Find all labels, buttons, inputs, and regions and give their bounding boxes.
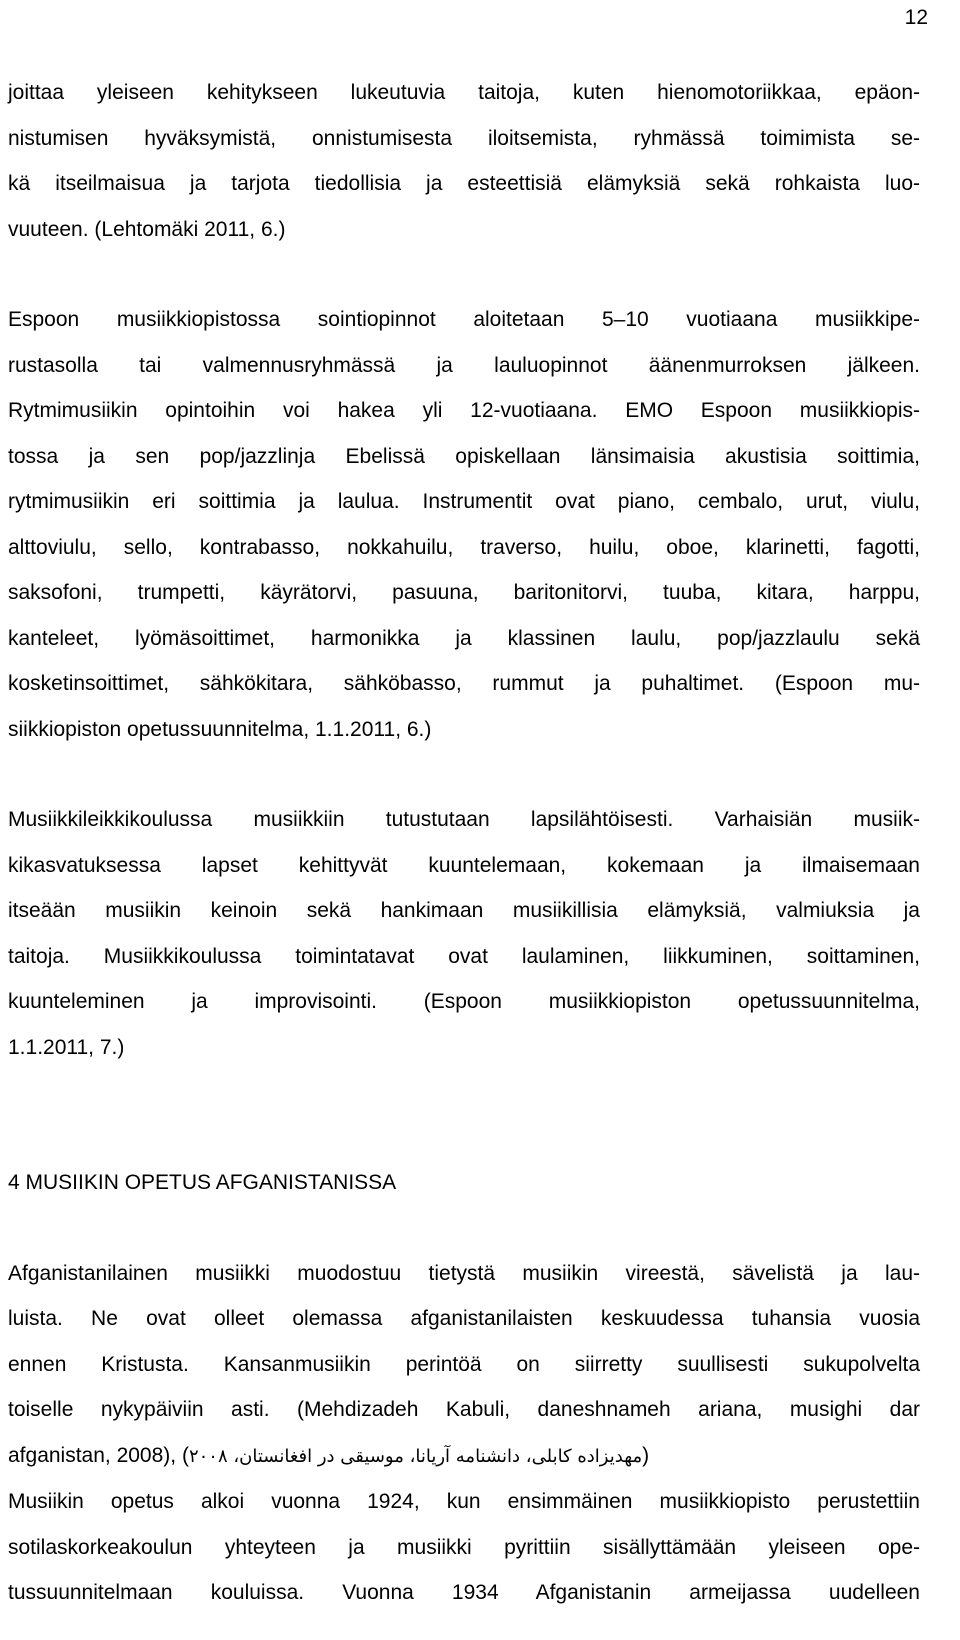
paragraph-2 — [8, 297, 920, 752]
text-line: Musiikin opetus alkoi vuonna 1924, kun ensimmäinen musiikkiopisto perustettiin — [8, 1490, 920, 1513]
text-line: itseään musiikin keinoin sekä hankimaan musiikillisia elämyksiä, valmiuksia ja — [8, 899, 920, 922]
text-line: joittaa yleiseen kehitykseen lukeutuvia taitoja, kuten hienomotoriikkaa, epäon- — [8, 81, 920, 104]
text-line: kikasvatuksessa lapset kehittyvät kuuntelemaan, kokemaan ja ilmaisemaan — [8, 853, 920, 877]
text-line: nistumisen hyväksymistä, onnistumisesta iloitsemista, ryhmässä toimimista se- — [8, 126, 920, 150]
text-line: toiselle nykypäiviin asti. (Mehdizadeh Kabuli, daneshnameh ariana, musighi dar — [8, 1398, 920, 1421]
text-line: taitoja. Musiikkikoulussa toimintatavat ovat laulaminen, liikkuminen, soittaminen, — [8, 944, 920, 968]
text-line: tossa ja sen pop/jazzlinja Ebelissä opiskellaan länsimaisia akustisia soittimia, — [8, 444, 920, 468]
text-line: rustasolla tai valmennusryhmässä ja lauluopinnot äänenmurroksen jälkeen. — [8, 353, 920, 377]
text-line: ennen Kristusta. Kansanmusiikin perintöä on siirretty suullisesti sukupolvelta — [8, 1352, 920, 1376]
text-line: Afganistanilainen musiikki muodostuu tietystä musiikin vireestä, sävelistä ja lau- — [8, 1261, 920, 1285]
citation-suffix: ) — [642, 1443, 650, 1467]
text-line: luista. Ne ovat olleet olemassa afganistanilaisten keskuudessa tuhansia vuosia — [8, 1307, 920, 1330]
text-line: sotilaskorkeakoulun yhteyteen ja musiikki pyrittiin sisällyttämään yleiseen ope- — [8, 1535, 920, 1559]
paragraph-4 — [8, 1251, 920, 1480]
citation-line — [8, 1433, 920, 1480]
text-line: vuuteen. (Lehtomäki 2011, 6.) — [8, 217, 286, 241]
paragraph-3 — [8, 797, 920, 1070]
text-line: kuunteleminen ja improvisointi. (Espoon musiikkiopiston opetussuunnitelma, — [8, 990, 920, 1013]
text-line: kä itseilmaisua ja tarjota tiedollisia ja esteettisiä elämyksiä sekä rohkaista luo- — [8, 172, 920, 195]
text-line: siikkiopiston opetussuunnitelma, 1.1.2011, 6.) — [8, 717, 432, 741]
text-line: kosketinsoittimet, sähkökitara, sähköbasso, rummut ja puhaltimet. (Espoon mu- — [8, 672, 920, 695]
citation-persian: مهدیزاده کابلی، دانشنامه آریانا، موسیقی در افغانستان، ۲۰۰۸ — [188, 1445, 643, 1467]
text-line: saksofoni, trumpetti, käyrätorvi, pasuuna, baritonitorvi, tuuba, kitara, harppu, — [8, 581, 920, 604]
text-line: Musiikkileikkikoulussa musiikkiin tutustutaan lapsilähtöisesti. Varhaisiän musiik- — [8, 808, 920, 831]
text-line: tussuunnitelmaan kouluissa. Vuonna 1934 Afganistanin armeijassa uudelleen — [8, 1581, 920, 1604]
section-heading: 4 MUSIIKIN OPETUS AFGANISTANISSA — [8, 1171, 397, 1194]
text-line: Rytmimusiikin opintoihin voi hakea yli 12-vuotiaana. EMO Espoon musiikkiopis- — [8, 399, 920, 422]
text-line: kanteleet, lyömäsoittimet, harmonikka ja klassinen laulu, pop/jazzlaulu sekä — [8, 626, 920, 650]
text-line: rytmimusiikin eri soittimia ja laulua. Instrumentit ovat piano, cembalo, urut, viulu, — [8, 490, 920, 513]
paragraph-5 — [8, 1479, 920, 1616]
text-line: alttoviulu, sello, kontrabasso, nokkahuilu, traverso, huilu, oboe, klarinetti, fagotti, — [8, 535, 920, 559]
page-number: 12 — [904, 6, 928, 29]
text-line: Espoon musiikkiopistossa sointiopinnot aloitetaan 5–10 vuotiaana musiikkipe- — [8, 308, 920, 331]
paragraph-1 — [8, 70, 920, 252]
text-line: 1.1.2011, 7.) — [8, 1035, 125, 1059]
document-body — [8, 70, 920, 1616]
citation-prefix: afganistan, 2008), ( — [8, 1443, 189, 1467]
